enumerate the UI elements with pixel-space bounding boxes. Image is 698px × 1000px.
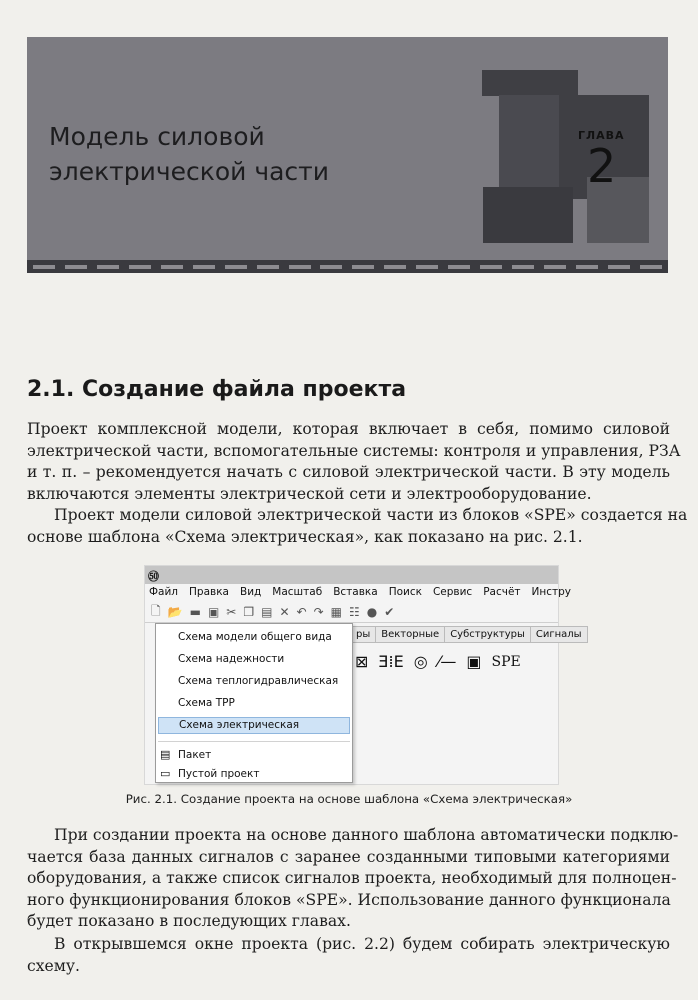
chapter-title-line-2: электрической части: [49, 157, 329, 186]
menu-tools[interactable]: Инстру: [531, 586, 572, 598]
coil-icon[interactable]: ◎: [413, 652, 428, 671]
p3-line-3: оборудования, а также список сигналов проекта, необходимый для полноцен-: [27, 869, 677, 888]
show-through-text: [240, 313, 244, 328]
p1-line-1: Проект комплексной модели, которая включает в себя, помимо силовой: [27, 420, 670, 438]
switch-box-icon[interactable]: ⊠: [355, 652, 369, 671]
chapter-number: 2: [587, 139, 617, 193]
check-icon[interactable]: ✔: [384, 605, 395, 619]
menu-file[interactable]: Файл: [149, 586, 179, 598]
bulb-icon[interactable]: ●: [366, 605, 378, 619]
p1-line-2: электрической части, вспомогательные системы: контроля и управления, РЗА: [27, 441, 681, 460]
library-tabs: [350, 626, 587, 643]
dropdown-item-empty[interactable]: Пустой проект: [178, 768, 260, 780]
chapter-title-line-1: Модель силовой: [49, 122, 265, 151]
chip-icon[interactable]: ▣: [466, 652, 482, 671]
copy-icon[interactable]: ❐: [243, 605, 255, 619]
toolbar: [145, 602, 558, 623]
menu-view[interactable]: Вид: [239, 586, 262, 598]
chapter-title: [49, 119, 329, 189]
app-logo-icon: ㊿: [148, 570, 159, 583]
paste-icon[interactable]: ▤: [261, 605, 273, 619]
dropdown-item-thermohydraulic[interactable]: Схема теплогидравлическая: [178, 675, 339, 687]
new-file-icon[interactable]: 🗋: [151, 603, 161, 618]
dropdown-item-general[interactable]: Схема модели общего вида: [178, 631, 332, 643]
paragraph-1: [27, 419, 681, 505]
p3-line-4: ного функционирования блоков «SPE». Использование данного функционала: [27, 890, 671, 909]
paragraph-4: [27, 934, 670, 977]
section-heading: 2.1. Создание файла проекта: [27, 377, 407, 402]
decor-square-1: [482, 70, 578, 96]
dropdown-item-electrical[interactable]: Схема электрическая: [158, 717, 350, 734]
p2-line-1: Проект модели силовой электрической части из блоков «SPE» создается на: [54, 506, 688, 524]
transformer-icon[interactable]: Ǝ⁞E: [378, 652, 404, 671]
menu-search[interactable]: Поиск: [388, 586, 422, 598]
breaker-icon[interactable]: ⁄—: [437, 652, 457, 671]
paragraph-2: [27, 505, 688, 548]
dropdown-item-trr[interactable]: Схема ТРР: [178, 697, 235, 709]
p2-line-2: основе шаблона «Схема электрическая», как показано на рис. 2.1.: [27, 527, 583, 546]
menu-zoom[interactable]: Масштаб: [272, 586, 323, 598]
undo-icon[interactable]: ↶: [296, 605, 307, 619]
tab-substructures[interactable]: Субструктуры: [444, 626, 531, 643]
cut-icon[interactable]: ✂: [226, 605, 237, 619]
menu-bar: [145, 586, 572, 601]
dropdown-separator: [158, 741, 350, 742]
figure-caption: Рис. 2.1. Создание проекта на основе шаблона «Схема электрическая»: [125, 792, 573, 806]
p4-line-1: В открывшемся окне проекта (рис. 2.2) будем собирать электрическую: [54, 935, 670, 953]
p4-line-2: схему.: [27, 956, 81, 975]
menu-service[interactable]: Сервис: [432, 586, 473, 598]
p3-line-5: будет показано в последующих главах.: [27, 912, 351, 931]
redo-icon[interactable]: ↷: [313, 605, 324, 619]
tree-icon[interactable]: ☷: [349, 605, 360, 619]
save-all-icon[interactable]: ▣: [207, 605, 220, 619]
empty-project-icon: ▭: [160, 767, 171, 780]
new-project-dropdown: [155, 623, 353, 783]
properties-icon[interactable]: ▦: [330, 605, 342, 619]
menu-calc[interactable]: Расчёт: [483, 586, 521, 598]
tab-signals[interactable]: Сигналы: [530, 626, 588, 643]
paragraph-3: [27, 825, 679, 933]
p3-line-1: При создании проекта на основе данного шаблона автоматически подклю-: [54, 826, 679, 844]
tab-vector[interactable]: Векторные: [375, 626, 445, 643]
tab-partial[interactable]: ры: [350, 626, 376, 643]
delete-icon[interactable]: ✕: [279, 605, 290, 619]
package-icon: ▤: [160, 748, 171, 761]
p1-line-4: включаются элементы электрической сети и электрооборудование.: [27, 484, 592, 503]
spe-tools: [355, 652, 521, 671]
menu-edit[interactable]: Правка: [189, 586, 229, 598]
p3-line-2: чается база данных сигналов с заранее созданными типовыми категориями: [27, 847, 670, 866]
chapter-banner: [27, 37, 668, 273]
menu-insert[interactable]: Вставка: [333, 586, 378, 598]
p1-line-3: и т. п. – рекомендуется начать с силовой электрической части. В эту модель: [27, 463, 670, 482]
chapter-label: ГЛАВА: [578, 129, 625, 142]
open-folder-icon[interactable]: 📂: [167, 605, 183, 619]
spe-label[interactable]: SPE: [491, 653, 521, 670]
decor-square-4: [483, 187, 573, 243]
app-titlebar: [145, 566, 558, 584]
dropdown-item-reliability[interactable]: Схема надежности: [178, 653, 285, 665]
dropdown-item-package[interactable]: Пакет: [178, 749, 212, 761]
banner-dash-strip: [27, 260, 668, 273]
save-icon[interactable]: ▬: [189, 605, 201, 619]
figure-screenshot: [144, 565, 582, 785]
